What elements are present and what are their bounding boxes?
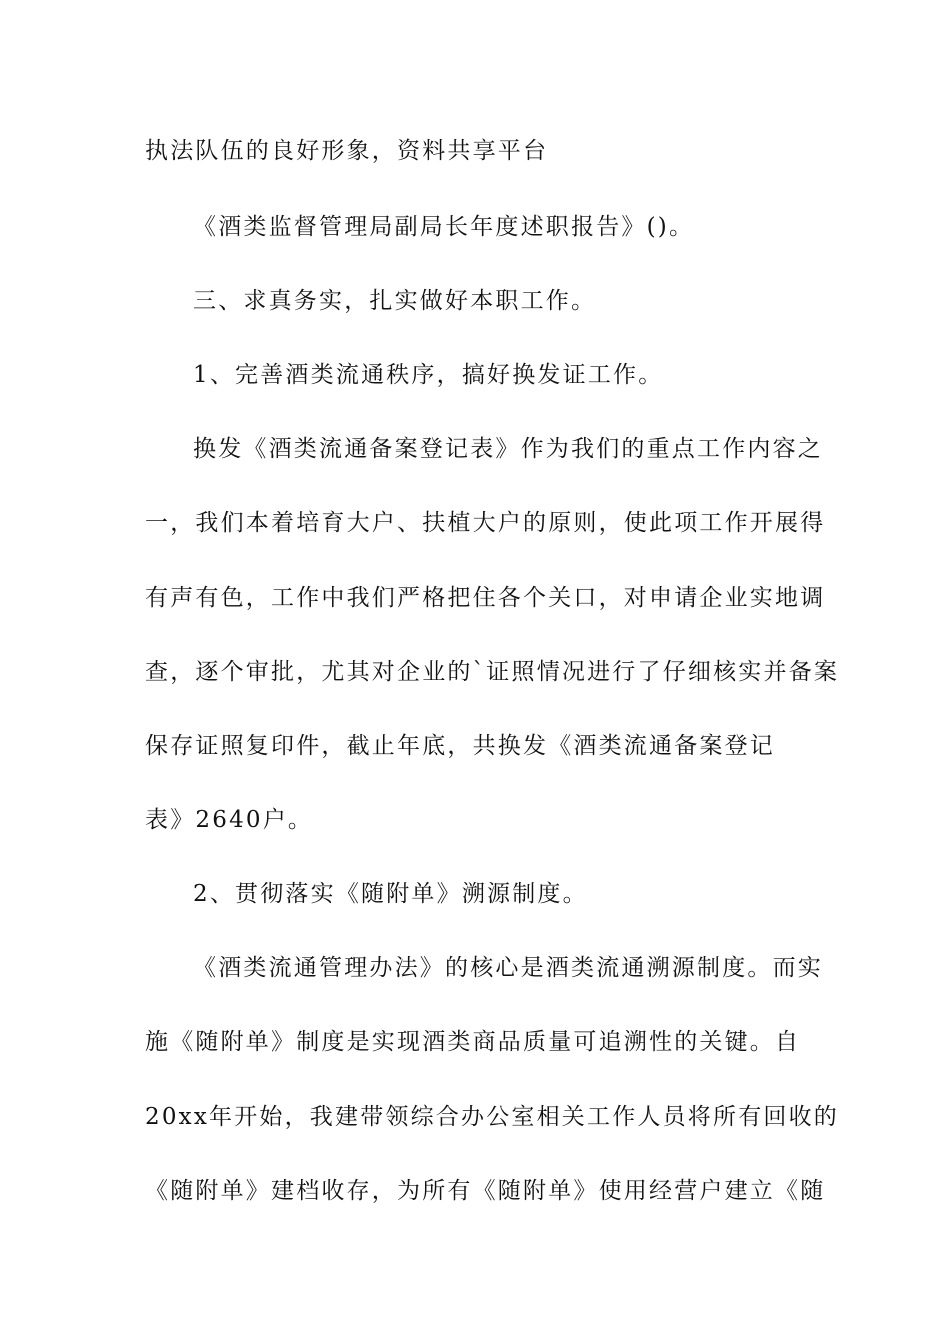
paragraph2-line-4: 《随附单》建档收存，为所有《随附单》使用经营户建立《随 <box>145 1178 826 1204</box>
paragraph2-line-2: 施《随附单》制度是实现酒类商品质量可追溯性的关键。自 <box>145 1029 801 1055</box>
report-title-line: 《酒类监督管理局副局长年度述职报告》()。 <box>193 214 695 240</box>
section-heading-3: 三、求真务实，扎实做好本职工作。 <box>193 288 597 314</box>
text-line-1: 执法队伍的良好形象，资料共享平台 <box>145 138 549 164</box>
paragraph-line-2: 一，我们本着培育大户、扶植大户的原则，使此项工作开展得 <box>145 510 826 536</box>
paragraph-line-4: 查，逐个审批，尤其对企业的`证照情况进行了仔细核实并备案 <box>145 659 840 685</box>
paragraph-line-5: 保存证照复印件，截止年底，共换发《酒类流通备案登记 <box>145 733 775 759</box>
paragraph-line-3: 有声有色，工作中我们严格把住各个关口，对申请企业实地调 <box>145 585 826 611</box>
paragraph-line-1: 换发《酒类流通备案登记表》作为我们的重点工作内容之 <box>193 436 823 462</box>
subheading-1: 1、完善酒类流通秩序，搞好换发证工作。 <box>193 362 664 388</box>
paragraph2-line-1: 《酒类流通管理办法》的核心是酒类流通溯源制度。而实 <box>193 955 823 981</box>
paragraph-line-6: 表》2640户。 <box>145 807 314 833</box>
subheading-2: 2、贯彻落实《随附单》溯源制度。 <box>193 881 588 907</box>
paragraph2-line-3: 20xx年开始，我建带领综合办公室相关工作人员将所有回收的 <box>145 1104 840 1130</box>
